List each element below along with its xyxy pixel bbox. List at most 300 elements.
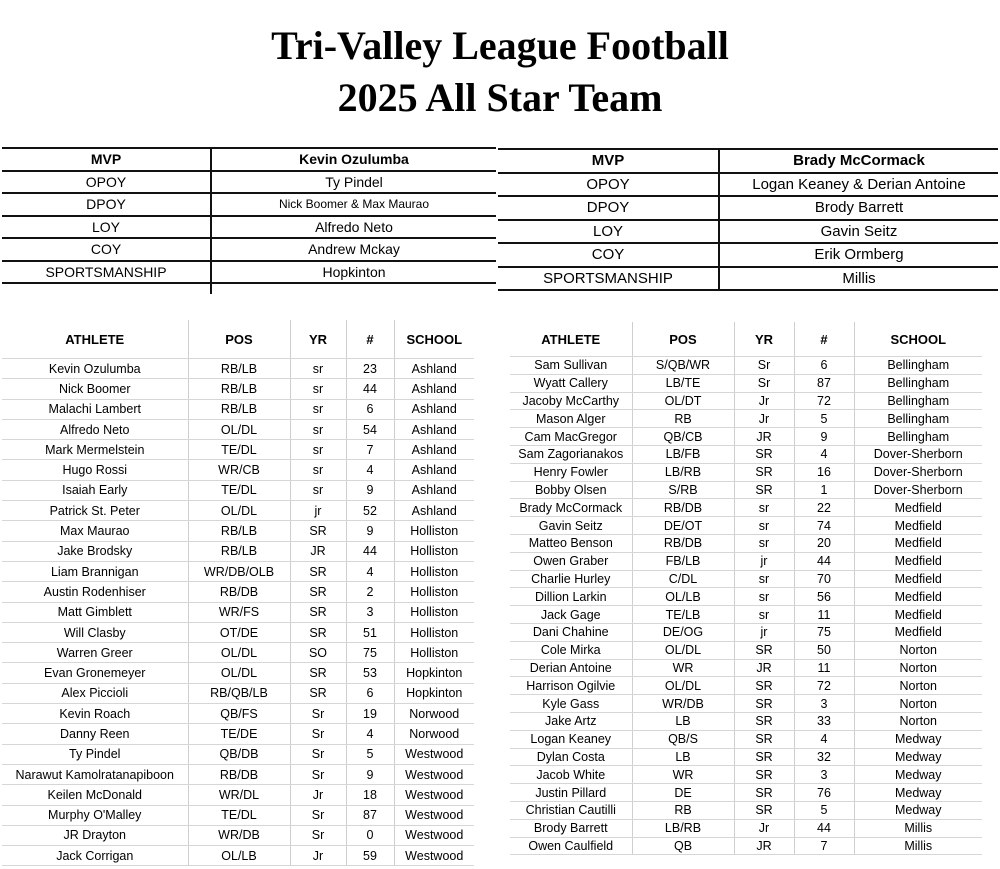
- cell-athlete: Derian Antoine: [510, 659, 632, 677]
- cell-pos: S/QB/WR: [632, 357, 734, 375]
- cell-yr: sr: [734, 588, 794, 606]
- cell-yr: Jr: [290, 785, 346, 805]
- cell-yr: SR: [734, 677, 794, 695]
- column-header-athlete: ATHLETE: [2, 320, 188, 359]
- table-row: [510, 445, 982, 463]
- cell-yr: SR: [734, 695, 794, 713]
- cell-school: Dover-Sherborn: [854, 445, 982, 463]
- award-label: MVP: [2, 148, 211, 171]
- cell-number: 22: [794, 499, 854, 517]
- column-header-school: SCHOOL: [854, 322, 982, 357]
- table-row: [2, 704, 474, 724]
- table-row: [2, 683, 474, 703]
- cell-school: Westwood: [394, 825, 474, 845]
- table-row: [2, 582, 474, 602]
- cell-athlete: Henry Fowler: [510, 463, 632, 481]
- cell-yr: sr: [734, 606, 794, 624]
- cell-yr: sr: [734, 534, 794, 552]
- cell-yr: JR: [290, 541, 346, 561]
- table-row: [2, 480, 474, 500]
- cell-athlete: Jacob White: [510, 766, 632, 784]
- column-header-pos: POS: [632, 322, 734, 357]
- cell-school: Medway: [854, 766, 982, 784]
- cell-pos: DE: [632, 784, 734, 802]
- table-row: [510, 481, 982, 499]
- award-row: [2, 261, 496, 284]
- cell-number: 4: [346, 724, 394, 744]
- cell-athlete: Jack Gage: [510, 606, 632, 624]
- cell-athlete: Cole Mirka: [510, 641, 632, 659]
- cell-school: Westwood: [394, 805, 474, 825]
- cell-number: 76: [794, 784, 854, 802]
- award-value: Alfredo Neto: [315, 218, 393, 235]
- cell-pos: RB/DB: [632, 499, 734, 517]
- cell-school: Holliston: [394, 643, 474, 663]
- cell-number: 72: [794, 677, 854, 695]
- cell-number: 18: [346, 785, 394, 805]
- table-row: [2, 561, 474, 581]
- award-label: LOY: [498, 220, 719, 244]
- table-row: [510, 766, 982, 784]
- cell-yr: SR: [734, 712, 794, 730]
- cell-yr: Sr: [290, 744, 346, 764]
- cell-pos: WR/DB: [188, 825, 290, 845]
- cell-number: 11: [794, 659, 854, 677]
- cell-pos: TE/DE: [188, 724, 290, 744]
- cell-school: Ashland: [394, 460, 474, 480]
- cell-school: Westwood: [394, 744, 474, 764]
- cell-yr: SR: [734, 730, 794, 748]
- cell-pos: WR/DB/OLB: [188, 561, 290, 581]
- cell-pos: OL/LB: [188, 846, 290, 866]
- table-row: [2, 541, 474, 561]
- cell-pos: QB/FS: [188, 704, 290, 724]
- cell-school: Norton: [854, 677, 982, 695]
- divider: [210, 284, 212, 294]
- award-label: DPOY: [498, 196, 719, 220]
- cell-school: Medway: [854, 784, 982, 802]
- cell-school: Holliston: [394, 541, 474, 561]
- cell-school: Medfield: [854, 623, 982, 641]
- cell-yr: SR: [734, 481, 794, 499]
- cell-athlete: Hugo Rossi: [2, 460, 188, 480]
- cell-pos: LB/RB: [632, 819, 734, 837]
- cell-yr: jr: [734, 623, 794, 641]
- cell-yr: SR: [290, 602, 346, 622]
- cell-yr: JR: [734, 428, 794, 446]
- cell-number: 9: [346, 764, 394, 784]
- cell-yr: Jr: [290, 846, 346, 866]
- award-row: [2, 171, 496, 194]
- award-row: [498, 243, 998, 267]
- award-label: OPOY: [498, 173, 719, 197]
- table-row: [2, 440, 474, 460]
- column-header-yr: YR: [734, 322, 794, 357]
- table-row: [510, 570, 982, 588]
- table-row: [2, 379, 474, 399]
- cell-yr: Jr: [734, 410, 794, 428]
- cell-yr: SR: [290, 521, 346, 541]
- cell-yr: JR: [734, 837, 794, 855]
- cell-number: 70: [794, 570, 854, 588]
- cell-number: 3: [346, 602, 394, 622]
- cell-school: Medway: [854, 730, 982, 748]
- award-label: COY: [498, 243, 719, 267]
- table-row: [2, 785, 474, 805]
- cell-athlete: Liam Brannigan: [2, 561, 188, 581]
- cell-school: Bellingham: [854, 374, 982, 392]
- cell-yr: sr: [290, 460, 346, 480]
- cell-athlete: Evan Gronemeyer: [2, 663, 188, 683]
- table-row: [510, 730, 982, 748]
- roster-table-right: [510, 322, 982, 855]
- cell-pos: C/DL: [632, 570, 734, 588]
- award-label: SPORTSMANSHIP: [2, 261, 211, 284]
- cell-school: Ashland: [394, 440, 474, 460]
- cell-school: Medfield: [854, 570, 982, 588]
- table-row: [2, 663, 474, 683]
- cell-yr: SR: [734, 784, 794, 802]
- table-row: [2, 399, 474, 419]
- cell-yr: sr: [290, 399, 346, 419]
- cell-school: Medfield: [854, 606, 982, 624]
- cell-yr: sr: [290, 359, 346, 379]
- cell-school: Ashland: [394, 419, 474, 439]
- cell-school: Ashland: [394, 399, 474, 419]
- cell-yr: sr: [734, 570, 794, 588]
- cell-school: Medfield: [854, 499, 982, 517]
- table-row: [510, 623, 982, 641]
- cell-pos: LB/RB: [632, 463, 734, 481]
- cell-number: 87: [794, 374, 854, 392]
- table-row: [2, 744, 474, 764]
- cell-athlete: Gavin Seitz: [510, 517, 632, 535]
- cell-number: 44: [346, 541, 394, 561]
- cell-school: Medway: [854, 801, 982, 819]
- cell-pos: RB/DB: [188, 582, 290, 602]
- cell-yr: SR: [290, 622, 346, 642]
- cell-school: Medfield: [854, 534, 982, 552]
- cell-athlete: Austin Rodenhiser: [2, 582, 188, 602]
- cell-number: 44: [794, 819, 854, 837]
- cell-number: 50: [794, 641, 854, 659]
- cell-athlete: Harrison Ogilvie: [510, 677, 632, 695]
- cell-school: Ashland: [394, 379, 474, 399]
- award-value: Brody Barrett: [814, 199, 904, 217]
- award-value: Logan Keaney & Derian Antoine: [752, 175, 966, 193]
- cell-number: 6: [794, 357, 854, 375]
- table-row: [510, 357, 982, 375]
- award-label: DPOY: [2, 193, 211, 216]
- cell-yr: SO: [290, 643, 346, 663]
- cell-school: Westwood: [394, 785, 474, 805]
- cell-pos: WR: [632, 659, 734, 677]
- cell-athlete: Dani Chahine: [510, 623, 632, 641]
- award-value: Brady McCormack: [793, 152, 925, 170]
- cell-athlete: Mark Mermelstein: [2, 440, 188, 460]
- column-header-pos: POS: [188, 320, 290, 359]
- cell-yr: Jr: [734, 392, 794, 410]
- table-row: [510, 588, 982, 606]
- cell-athlete: Bobby Olsen: [510, 481, 632, 499]
- cell-yr: SR: [734, 748, 794, 766]
- table-row: [510, 819, 982, 837]
- cell-school: Millis: [854, 819, 982, 837]
- cell-number: 52: [346, 501, 394, 521]
- cell-athlete: Jake Brodsky: [2, 541, 188, 561]
- cell-athlete: Dylan Costa: [510, 748, 632, 766]
- table-row: [510, 606, 982, 624]
- cell-number: 72: [794, 392, 854, 410]
- cell-pos: WR: [632, 766, 734, 784]
- cell-pos: LB: [632, 748, 734, 766]
- cell-yr: sr: [290, 379, 346, 399]
- cell-pos: LB/FB: [632, 445, 734, 463]
- cell-pos: RB/DB: [188, 764, 290, 784]
- table-row: [510, 374, 982, 392]
- table-row: [2, 643, 474, 663]
- cell-number: 54: [346, 419, 394, 439]
- cell-athlete: Kevin Ozulumba: [2, 359, 188, 379]
- cell-yr: sr: [734, 499, 794, 517]
- cell-number: 4: [346, 561, 394, 581]
- cell-athlete: Patrick St. Peter: [2, 501, 188, 521]
- cell-athlete: Matt Gimblett: [2, 602, 188, 622]
- cell-number: 59: [346, 846, 394, 866]
- cell-athlete: Keilen McDonald: [2, 785, 188, 805]
- award-label: SPORTSMANSHIP: [498, 267, 719, 291]
- cell-school: Medway: [854, 748, 982, 766]
- cell-pos: RB/LB: [188, 379, 290, 399]
- cell-pos: WR/DB: [632, 695, 734, 713]
- cell-pos: RB/QB/LB: [188, 683, 290, 703]
- cell-number: 6: [346, 683, 394, 703]
- cell-yr: SR: [734, 766, 794, 784]
- cell-athlete: Murphy O'Malley: [2, 805, 188, 825]
- cell-pos: WR/CB: [188, 460, 290, 480]
- cell-number: 20: [794, 534, 854, 552]
- page-title-line2: 2025 All Star Team: [337, 75, 663, 120]
- cell-pos: OL/DL: [632, 677, 734, 695]
- cell-school: Westwood: [394, 846, 474, 866]
- cell-number: 6: [346, 399, 394, 419]
- table-row: [510, 534, 982, 552]
- cell-number: 4: [794, 445, 854, 463]
- award-row: [2, 238, 496, 261]
- cell-pos: QB: [632, 837, 734, 855]
- award-row: [498, 267, 998, 291]
- cell-number: 23: [346, 359, 394, 379]
- cell-school: Dover-Sherborn: [854, 481, 982, 499]
- cell-pos: QB/CB: [632, 428, 734, 446]
- cell-number: 4: [346, 460, 394, 480]
- cell-pos: RB: [632, 801, 734, 819]
- cell-yr: Sr: [290, 764, 346, 784]
- cell-athlete: Matteo Benson: [510, 534, 632, 552]
- cell-athlete: Warren Greer: [2, 643, 188, 663]
- cell-school: Millis: [854, 837, 982, 855]
- cell-pos: WR/FS: [188, 602, 290, 622]
- cell-pos: TE/LB: [632, 606, 734, 624]
- cell-athlete: Logan Keaney: [510, 730, 632, 748]
- cell-yr: sr: [290, 440, 346, 460]
- award-label: LOY: [2, 216, 211, 239]
- cell-school: Holliston: [394, 622, 474, 642]
- cell-number: 75: [794, 623, 854, 641]
- award-value: Nick Boomer & Max Maurao: [278, 197, 430, 212]
- cell-number: 74: [794, 517, 854, 535]
- cell-yr: SR: [734, 463, 794, 481]
- table-row: [2, 764, 474, 784]
- cell-school: Holliston: [394, 602, 474, 622]
- cell-athlete: Justin Pillard: [510, 784, 632, 802]
- cell-athlete: Owen Graber: [510, 552, 632, 570]
- cell-number: 44: [794, 552, 854, 570]
- cell-athlete: Jack Corrigan: [2, 846, 188, 866]
- table-row: [2, 825, 474, 845]
- cell-yr: Sr: [290, 724, 346, 744]
- table-row: [510, 695, 982, 713]
- table-row: [510, 552, 982, 570]
- cell-pos: WR/DL: [188, 785, 290, 805]
- award-value: Millis: [842, 269, 876, 287]
- cell-school: Dover-Sherborn: [854, 463, 982, 481]
- cell-yr: SR: [734, 445, 794, 463]
- award-label: MVP: [498, 149, 719, 173]
- cell-number: 2: [346, 582, 394, 602]
- cell-pos: FB/LB: [632, 552, 734, 570]
- cell-school: Norton: [854, 641, 982, 659]
- cell-school: Norwood: [394, 704, 474, 724]
- cell-number: 7: [794, 837, 854, 855]
- cell-school: Ashland: [394, 501, 474, 521]
- cell-school: Norton: [854, 712, 982, 730]
- cell-yr: SR: [290, 561, 346, 581]
- cell-athlete: Jacoby McCarthy: [510, 392, 632, 410]
- cell-number: 51: [346, 622, 394, 642]
- table-row: [2, 359, 474, 379]
- cell-number: 53: [346, 663, 394, 683]
- cell-number: 1: [794, 481, 854, 499]
- cell-number: 87: [346, 805, 394, 825]
- cell-athlete: Alex Piccioli: [2, 683, 188, 703]
- cell-yr: SR: [290, 683, 346, 703]
- cell-school: Hopkinton: [394, 663, 474, 683]
- cell-number: 5: [346, 744, 394, 764]
- cell-pos: TE/DL: [188, 805, 290, 825]
- cell-pos: S/RB: [632, 481, 734, 499]
- cell-pos: RB/LB: [188, 521, 290, 541]
- cell-school: Medfield: [854, 552, 982, 570]
- cell-yr: sr: [290, 480, 346, 500]
- cell-pos: RB/LB: [188, 399, 290, 419]
- cell-athlete: Nick Boomer: [2, 379, 188, 399]
- cell-athlete: Cam MacGregor: [510, 428, 632, 446]
- table-row: [510, 677, 982, 695]
- table-row: [510, 517, 982, 535]
- cell-athlete: Isaiah Early: [2, 480, 188, 500]
- cell-pos: RB/LB: [188, 359, 290, 379]
- cell-pos: OL/DL: [188, 501, 290, 521]
- cell-yr: sr: [290, 419, 346, 439]
- table-row: [2, 501, 474, 521]
- cell-number: 19: [346, 704, 394, 724]
- cell-pos: LB/TE: [632, 374, 734, 392]
- cell-school: Norwood: [394, 724, 474, 744]
- cell-athlete: Charlie Hurley: [510, 570, 632, 588]
- cell-pos: TE/DL: [188, 480, 290, 500]
- cell-pos: OL/LB: [632, 588, 734, 606]
- cell-number: 3: [794, 695, 854, 713]
- cell-pos: DE/OG: [632, 623, 734, 641]
- cell-number: 4: [794, 730, 854, 748]
- cell-yr: Sr: [290, 825, 346, 845]
- cell-athlete: Mason Alger: [510, 410, 632, 428]
- cell-number: 5: [794, 410, 854, 428]
- award-label: COY: [2, 238, 211, 261]
- cell-yr: sr: [734, 517, 794, 535]
- cell-school: Ashland: [394, 359, 474, 379]
- cell-number: 0: [346, 825, 394, 845]
- award-value: Ty Pindel: [325, 173, 383, 190]
- cell-pos: OL/DL: [188, 419, 290, 439]
- column-header-school: SCHOOL: [394, 320, 474, 359]
- cell-athlete: Ty Pindel: [2, 744, 188, 764]
- table-row: [2, 846, 474, 866]
- table-row: [2, 602, 474, 622]
- cell-school: Medfield: [854, 588, 982, 606]
- cell-school: Holliston: [394, 582, 474, 602]
- award-row: [2, 148, 496, 171]
- column-header-number: #: [794, 322, 854, 357]
- cell-pos: RB/DB: [632, 534, 734, 552]
- cell-number: 32: [794, 748, 854, 766]
- cell-school: Bellingham: [854, 410, 982, 428]
- cell-athlete: Danny Reen: [2, 724, 188, 744]
- cell-athlete: Wyatt Callery: [510, 374, 632, 392]
- cell-yr: SR: [734, 801, 794, 819]
- cell-yr: jr: [734, 552, 794, 570]
- cell-yr: SR: [734, 641, 794, 659]
- cell-yr: Sr: [290, 704, 346, 724]
- cell-number: 3: [794, 766, 854, 784]
- award-label: OPOY: [2, 171, 211, 194]
- cell-athlete: Kyle Gass: [510, 695, 632, 713]
- cell-athlete: Alfredo Neto: [2, 419, 188, 439]
- cell-athlete: Dillion Larkin: [510, 588, 632, 606]
- award-value: Hopkinton: [322, 263, 386, 280]
- award-value: Andrew Mckay: [308, 241, 400, 258]
- awards-table-left: [2, 147, 496, 284]
- awards-table-right: [498, 148, 998, 291]
- cell-number: 33: [794, 712, 854, 730]
- table-row: [510, 748, 982, 766]
- award-value: Kevin Ozulumba: [299, 151, 409, 168]
- table-row: [2, 521, 474, 541]
- cell-pos: RB: [632, 410, 734, 428]
- award-row: [2, 216, 496, 239]
- cell-school: Holliston: [394, 521, 474, 541]
- cell-yr: Sr: [290, 805, 346, 825]
- cell-yr: Jr: [734, 819, 794, 837]
- table-row: [510, 641, 982, 659]
- table-row: [510, 712, 982, 730]
- cell-athlete: JR Drayton: [2, 825, 188, 845]
- table-row: [510, 428, 982, 446]
- cell-pos: LB: [632, 712, 734, 730]
- table-row: [2, 805, 474, 825]
- cell-athlete: Owen Caulfield: [510, 837, 632, 855]
